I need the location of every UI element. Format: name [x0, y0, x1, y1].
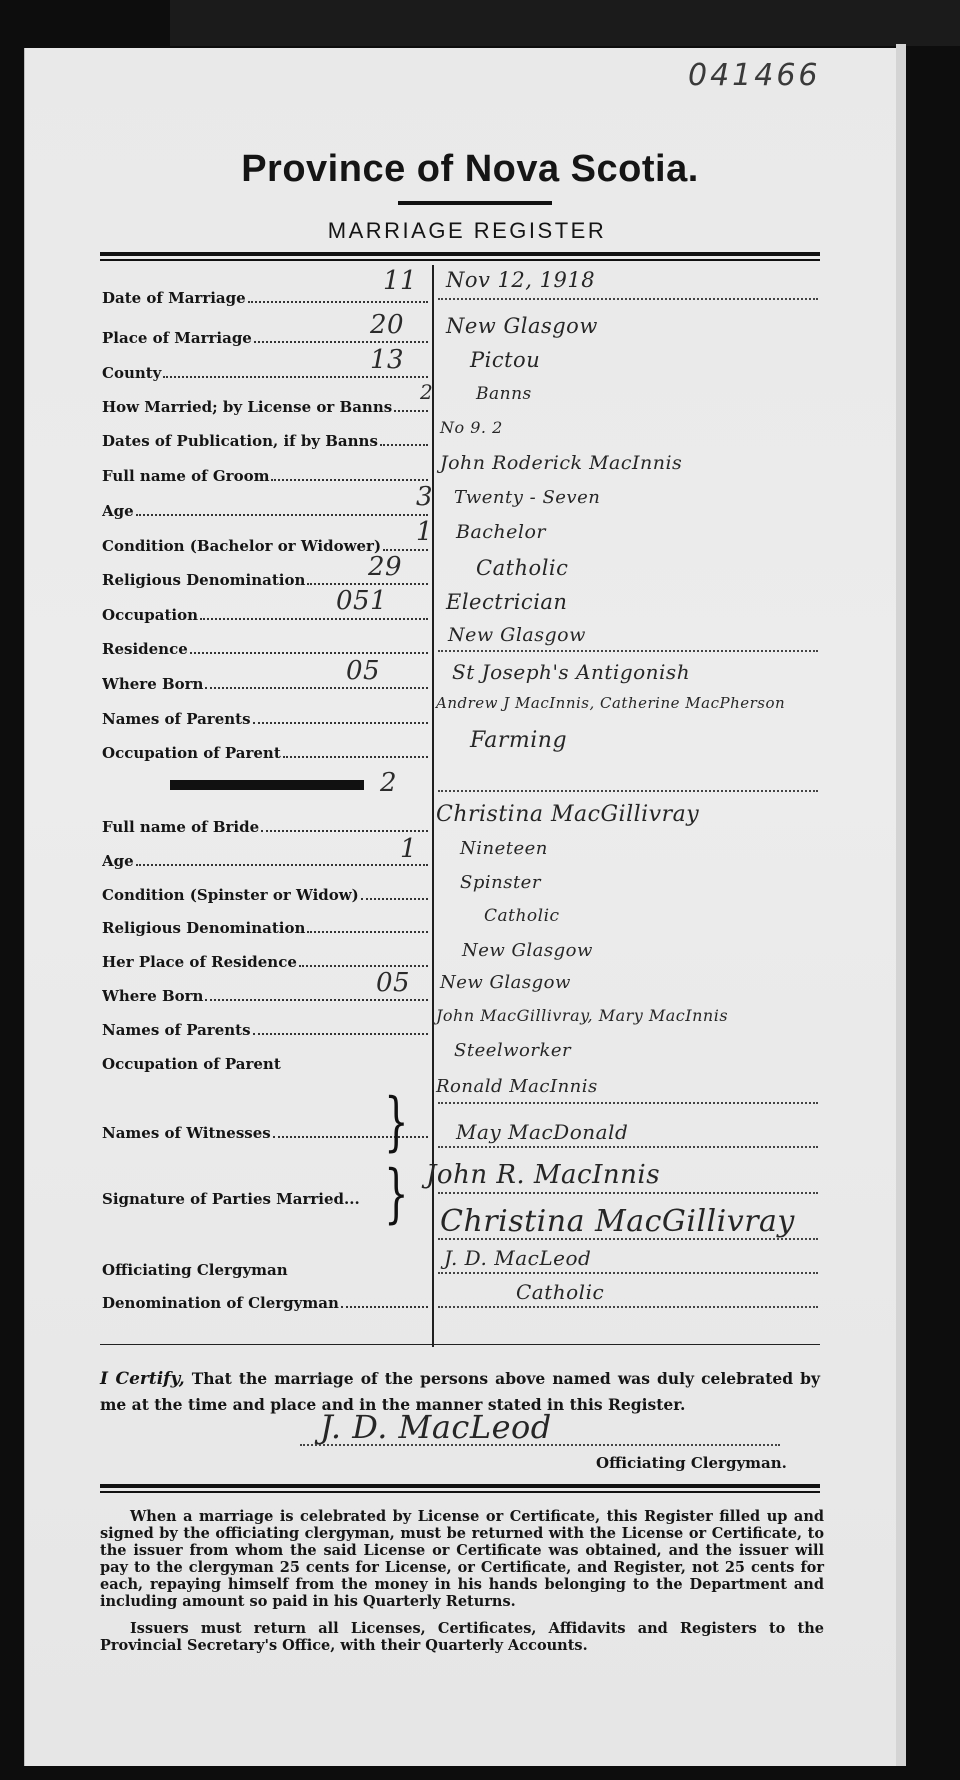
signature-line — [300, 1444, 780, 1446]
field-code: 1 — [400, 834, 418, 864]
field-value: Steelworker — [454, 1040, 572, 1061]
fill-line — [438, 1272, 818, 1274]
field-row: Condition (Spinster or Widow) — [102, 886, 432, 908]
instructions — [100, 1508, 824, 1664]
field-value: St Joseph's Antigonish — [452, 660, 691, 684]
field-row: Full name of Bride — [102, 818, 432, 840]
field-value: John MacGillivray, Mary MacInnis — [436, 1006, 729, 1025]
field-row: Age — [102, 502, 432, 524]
field-row: Full name of Groom — [102, 467, 432, 489]
document-number: 041466 — [688, 58, 821, 93]
field-row: Religious Denomination — [102, 571, 432, 593]
field-value: Nov 12, 1918 — [446, 268, 596, 292]
field-value: Bachelor — [456, 521, 547, 543]
field-value: John Roderick MacInnis — [440, 452, 683, 474]
field-code: 051 — [336, 586, 388, 616]
brace: } — [384, 1157, 409, 1231]
clergyman-signature: J. D. MacLeod — [320, 1408, 552, 1446]
field-value: Spinster — [460, 872, 541, 893]
instruction-paragraph: Issuers must return all Licenses, Certificates, Affidavits and Registers to the Provincial Secretary's Office, with their Quarterly Accounts. — [100, 1620, 824, 1654]
field-code: 11 — [383, 266, 418, 296]
field-row: Date of Marriage — [102, 289, 432, 311]
field-row: Dates of Publication, if by Banns — [102, 432, 432, 454]
field-row: Denomination of Clergyman — [102, 1294, 432, 1316]
redaction-bar — [170, 780, 364, 790]
field-row: Place of Marriage — [102, 329, 432, 351]
field-code: 05 — [346, 656, 381, 686]
field-value: New Glasgow — [446, 314, 598, 338]
field-value: Andrew J MacInnis, Catherine MacPherson — [436, 694, 786, 712]
field-value: Pictou — [470, 348, 541, 372]
field-value: Catholic — [484, 906, 560, 926]
certify-body: That the marriage of the persons above named was duly celebrated by me at the time and place and in the manner stated in this Register. — [100, 1369, 820, 1414]
header-double-rule — [100, 252, 820, 261]
field-row: County — [102, 364, 432, 386]
field-row: Occupation of Parent — [102, 744, 432, 766]
field-value: Twenty - Seven — [454, 487, 601, 508]
title-rule — [398, 201, 552, 205]
field-value: Banns — [476, 384, 532, 404]
field-row: Where Born — [102, 987, 432, 1009]
signature-caption: Officiating Clergyman. — [596, 1454, 787, 1472]
field-code: 20 — [370, 310, 405, 340]
fill-line — [438, 1238, 818, 1240]
field-value: New Glasgow — [440, 972, 571, 993]
field-value: Christina MacGillivray — [436, 802, 700, 827]
paper-edge — [896, 44, 906, 1766]
field-value: New Glasgow — [448, 624, 586, 646]
field-value: Nineteen — [460, 838, 548, 859]
field-row: How Married; by License or Banns — [102, 398, 432, 420]
witness-name: May MacDonald — [456, 1120, 629, 1144]
field-row: Her Place of Residence — [102, 953, 432, 975]
field-code: 13 — [370, 345, 405, 375]
fill-line — [438, 790, 818, 792]
fill-line — [438, 1146, 818, 1148]
field-row: Religious Denomination — [102, 919, 432, 941]
field-row: Condition (Bachelor or Widower) — [102, 537, 432, 559]
field-row: Age — [102, 852, 432, 874]
witness-name: Ronald MacInnis — [436, 1076, 598, 1097]
field-value: No 9. 2 — [440, 418, 503, 437]
footer-double-rule — [100, 1484, 820, 1493]
field-code: 1 — [416, 517, 434, 547]
fill-line — [438, 1306, 818, 1308]
fill-line — [438, 1102, 818, 1104]
scan-background-strip — [170, 0, 960, 46]
instruction-paragraph: When a marriage is celebrated by License or Certificate, this Register filled up and signed by the officiating clergyman, must be returned with the License or Certificate, to the issuer from whom the said License or Certificate was obtained, and the issuer will pay to the clergyman 25 cents for License, or Certificate, and Register, not 25 cents for each, repaying himself from the money in his hands belonging to the Department and including amount so paid in his Quarterly Returns. — [100, 1508, 824, 1610]
field-value: J. D. MacLeod — [444, 1246, 592, 1270]
field-code: 29 — [368, 552, 403, 582]
field-row: Where Born — [102, 675, 432, 697]
field-row: Residence — [102, 640, 432, 662]
field-code: 2 — [420, 380, 434, 404]
fill-line — [438, 1192, 818, 1194]
field-row: Names of Witnesses — [102, 1124, 432, 1146]
page-title: Province of Nova Scotia. — [241, 148, 699, 190]
field-row: Occupation — [102, 606, 432, 628]
field-code: 3 — [416, 482, 434, 512]
signature: John R. MacInnis — [426, 1160, 661, 1190]
page-subtitle: MARRIAGE REGISTER — [327, 218, 607, 243]
field-row: Occupation of Parent — [102, 1055, 281, 1073]
section-code: 2 — [380, 768, 398, 798]
fill-line — [438, 650, 818, 652]
field-value: Electrician — [446, 590, 568, 614]
field-row: Names of Parents — [102, 710, 432, 732]
field-code: 05 — [376, 968, 411, 998]
field-row: Signature of Parties Married... — [102, 1190, 360, 1208]
field-value: New Glasgow — [462, 940, 593, 961]
section-rule — [100, 1344, 820, 1346]
field-value: Catholic — [476, 556, 569, 580]
signature: Christina MacGillivray — [440, 1204, 795, 1239]
certify-lead: I Certify, — [100, 1369, 185, 1389]
fill-line — [438, 298, 818, 300]
field-row: Names of Parents — [102, 1021, 432, 1043]
brace: } — [384, 1085, 409, 1159]
field-value: Catholic — [516, 1280, 605, 1304]
field-row: Officiating Clergyman — [102, 1261, 288, 1279]
field-value: Farming — [470, 728, 568, 753]
